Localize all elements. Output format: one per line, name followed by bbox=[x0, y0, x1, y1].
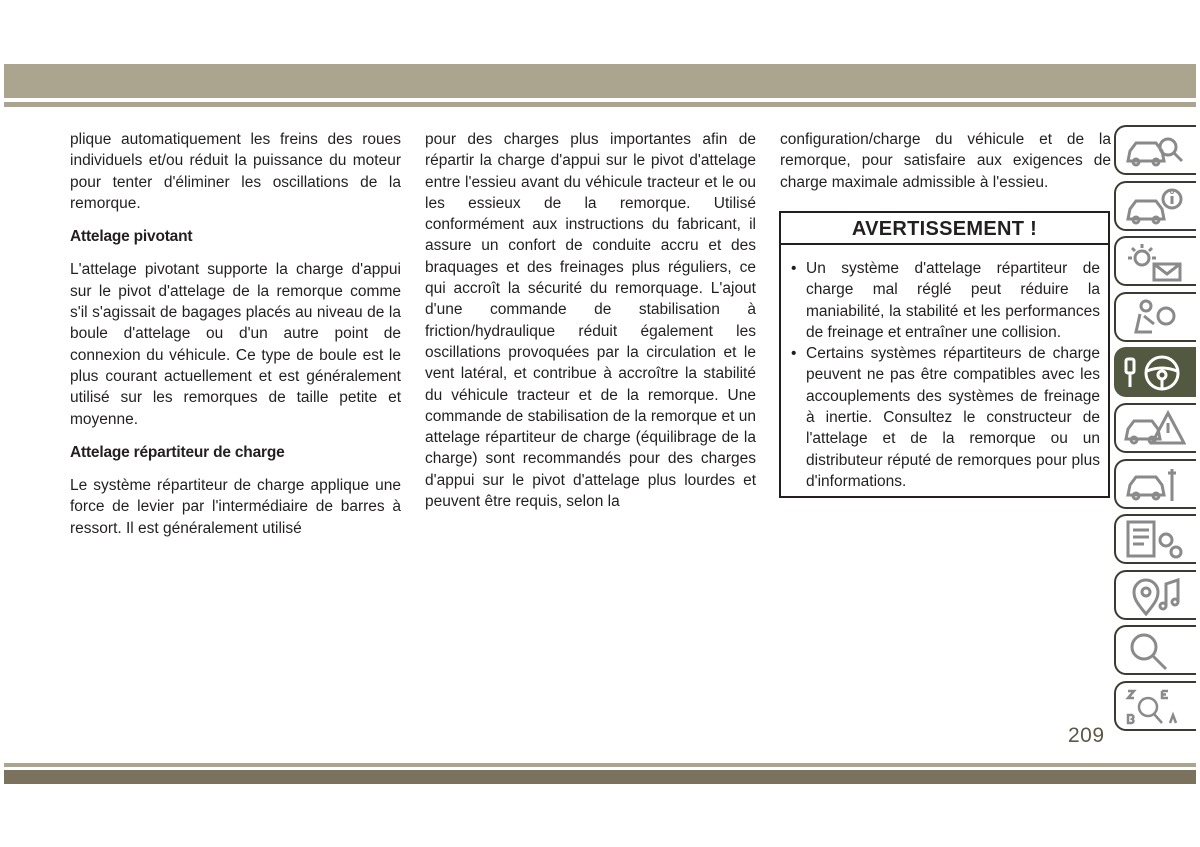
text-column-1 bbox=[70, 129, 401, 539]
header-rule bbox=[4, 102, 1196, 107]
key-steering-wheel-icon bbox=[1122, 353, 1186, 393]
tab-car-hazard[interactable] bbox=[1114, 403, 1196, 453]
tab-search[interactable] bbox=[1114, 625, 1196, 675]
tab-seat-airbag[interactable] bbox=[1114, 292, 1196, 342]
chapter-tabs bbox=[1114, 125, 1200, 737]
car-search-icon bbox=[1122, 131, 1186, 171]
tab-car-service[interactable] bbox=[1114, 459, 1196, 509]
tab-warning-lights[interactable] bbox=[1114, 236, 1196, 286]
header-band bbox=[4, 64, 1196, 98]
warning-item-text: Certains systèmes répartiteurs de charge peuvent ne pas être compatibles avec les accouplements des systèmes de freinage à inertie. Consultez le constructeur de l'attelage et de la remorque ou un distributeur réputé de remorques pour plus d'informations. bbox=[806, 345, 1100, 490]
tab-alphabetical-index[interactable] bbox=[1114, 681, 1196, 731]
section-heading-attelage-pivotant: Attelage pivotant bbox=[70, 228, 193, 246]
paragraph: pour des charges plus importantes afin de répartir la charge d'appui sur le pivot d'attelage entre l'essieu avant du véhicule tracteur et le ou les essieux de la remorque. Utilisé conformément aux instructions du fabricant, il assure un confort de conduite accru et des braquages et des freinages plus réguliers, ce qui accroît la sécurité du remorquage. L'ajout d'une commande de stabilisation à friction/hydraulique réduit également les oscillations provoquées par la circulation et le vent latéral, et contribue à accroître la stabilité du véhicule tracteur et de la remorque. Une commande de stabilisation de la remorque et un attelage répartiteur de charge (équilibrage de la charge) sont recommandés pour des charges d'appui sur le pivot d'attelage plus lourdes et peuvent être requis, selon la bbox=[425, 131, 756, 511]
bullet: • bbox=[791, 260, 797, 277]
page-number: 209 bbox=[1068, 724, 1105, 747]
paragraph: Le système répartiteur de charge applique une force de levier par l'intermédiaire de barres à ressort. Il est généralement utilisé bbox=[70, 477, 401, 537]
car-info-icon bbox=[1122, 187, 1186, 227]
navigation-music-icon bbox=[1122, 576, 1186, 616]
paragraph: plique automatiquement les freins des roues individuels et/ou réduit la puissance du moteur pour tenter d'éliminer les oscillations de la remorque. bbox=[70, 131, 401, 212]
text-column-2 bbox=[425, 129, 756, 512]
text-column-3 bbox=[780, 129, 1111, 193]
car-service-icon bbox=[1122, 465, 1186, 505]
warning-title: AVERTISSEMENT ! bbox=[781, 213, 1108, 245]
tab-document-gears[interactable] bbox=[1114, 514, 1196, 564]
magnifier-icon bbox=[1122, 631, 1186, 671]
paragraph: configuration/charge du véhicule et de la remorque, pour satisfaire aux exigences de charge maximale admissible à l'essieu. bbox=[780, 131, 1111, 191]
warning-list bbox=[781, 245, 1108, 492]
warning-box bbox=[779, 211, 1110, 498]
warning-lights-message-icon bbox=[1122, 242, 1186, 282]
alphabet-index-icon bbox=[1122, 687, 1186, 727]
footer-band bbox=[4, 770, 1196, 784]
tab-navigation-music[interactable] bbox=[1114, 570, 1196, 620]
tab-key-steering-wheel[interactable] bbox=[1114, 347, 1196, 397]
section-heading-attelage-repartiteur: Attelage répartiteur de charge bbox=[70, 443, 285, 461]
warning-item-text: Un système d'attelage répartiteur de charge mal réglé peut réduire la maniabilité, la stabilité et les performances de freinage et entraîner une collision. bbox=[806, 260, 1100, 341]
document-gears-icon bbox=[1122, 520, 1186, 560]
car-hazard-icon bbox=[1122, 409, 1186, 449]
seat-airbag-icon bbox=[1122, 298, 1186, 338]
tab-car-search[interactable] bbox=[1114, 125, 1196, 175]
warning-item bbox=[789, 343, 1100, 492]
bullet: • bbox=[791, 345, 797, 363]
footer-rule bbox=[4, 763, 1196, 767]
warning-item bbox=[789, 258, 1100, 343]
tab-car-info[interactable] bbox=[1114, 181, 1196, 231]
paragraph: L'attelage pivotant supporte la charge d'appui sur le pivot d'attelage de la remorque comme s'il s'agissait de bagages placés au niveau de la boule d'attelage ou d'un autre point de connexion du véhicule. Ce type de boule est le plus courant actuellement et est généralement utilisé sur les remorques de taille petite et moyenne. bbox=[70, 261, 401, 428]
